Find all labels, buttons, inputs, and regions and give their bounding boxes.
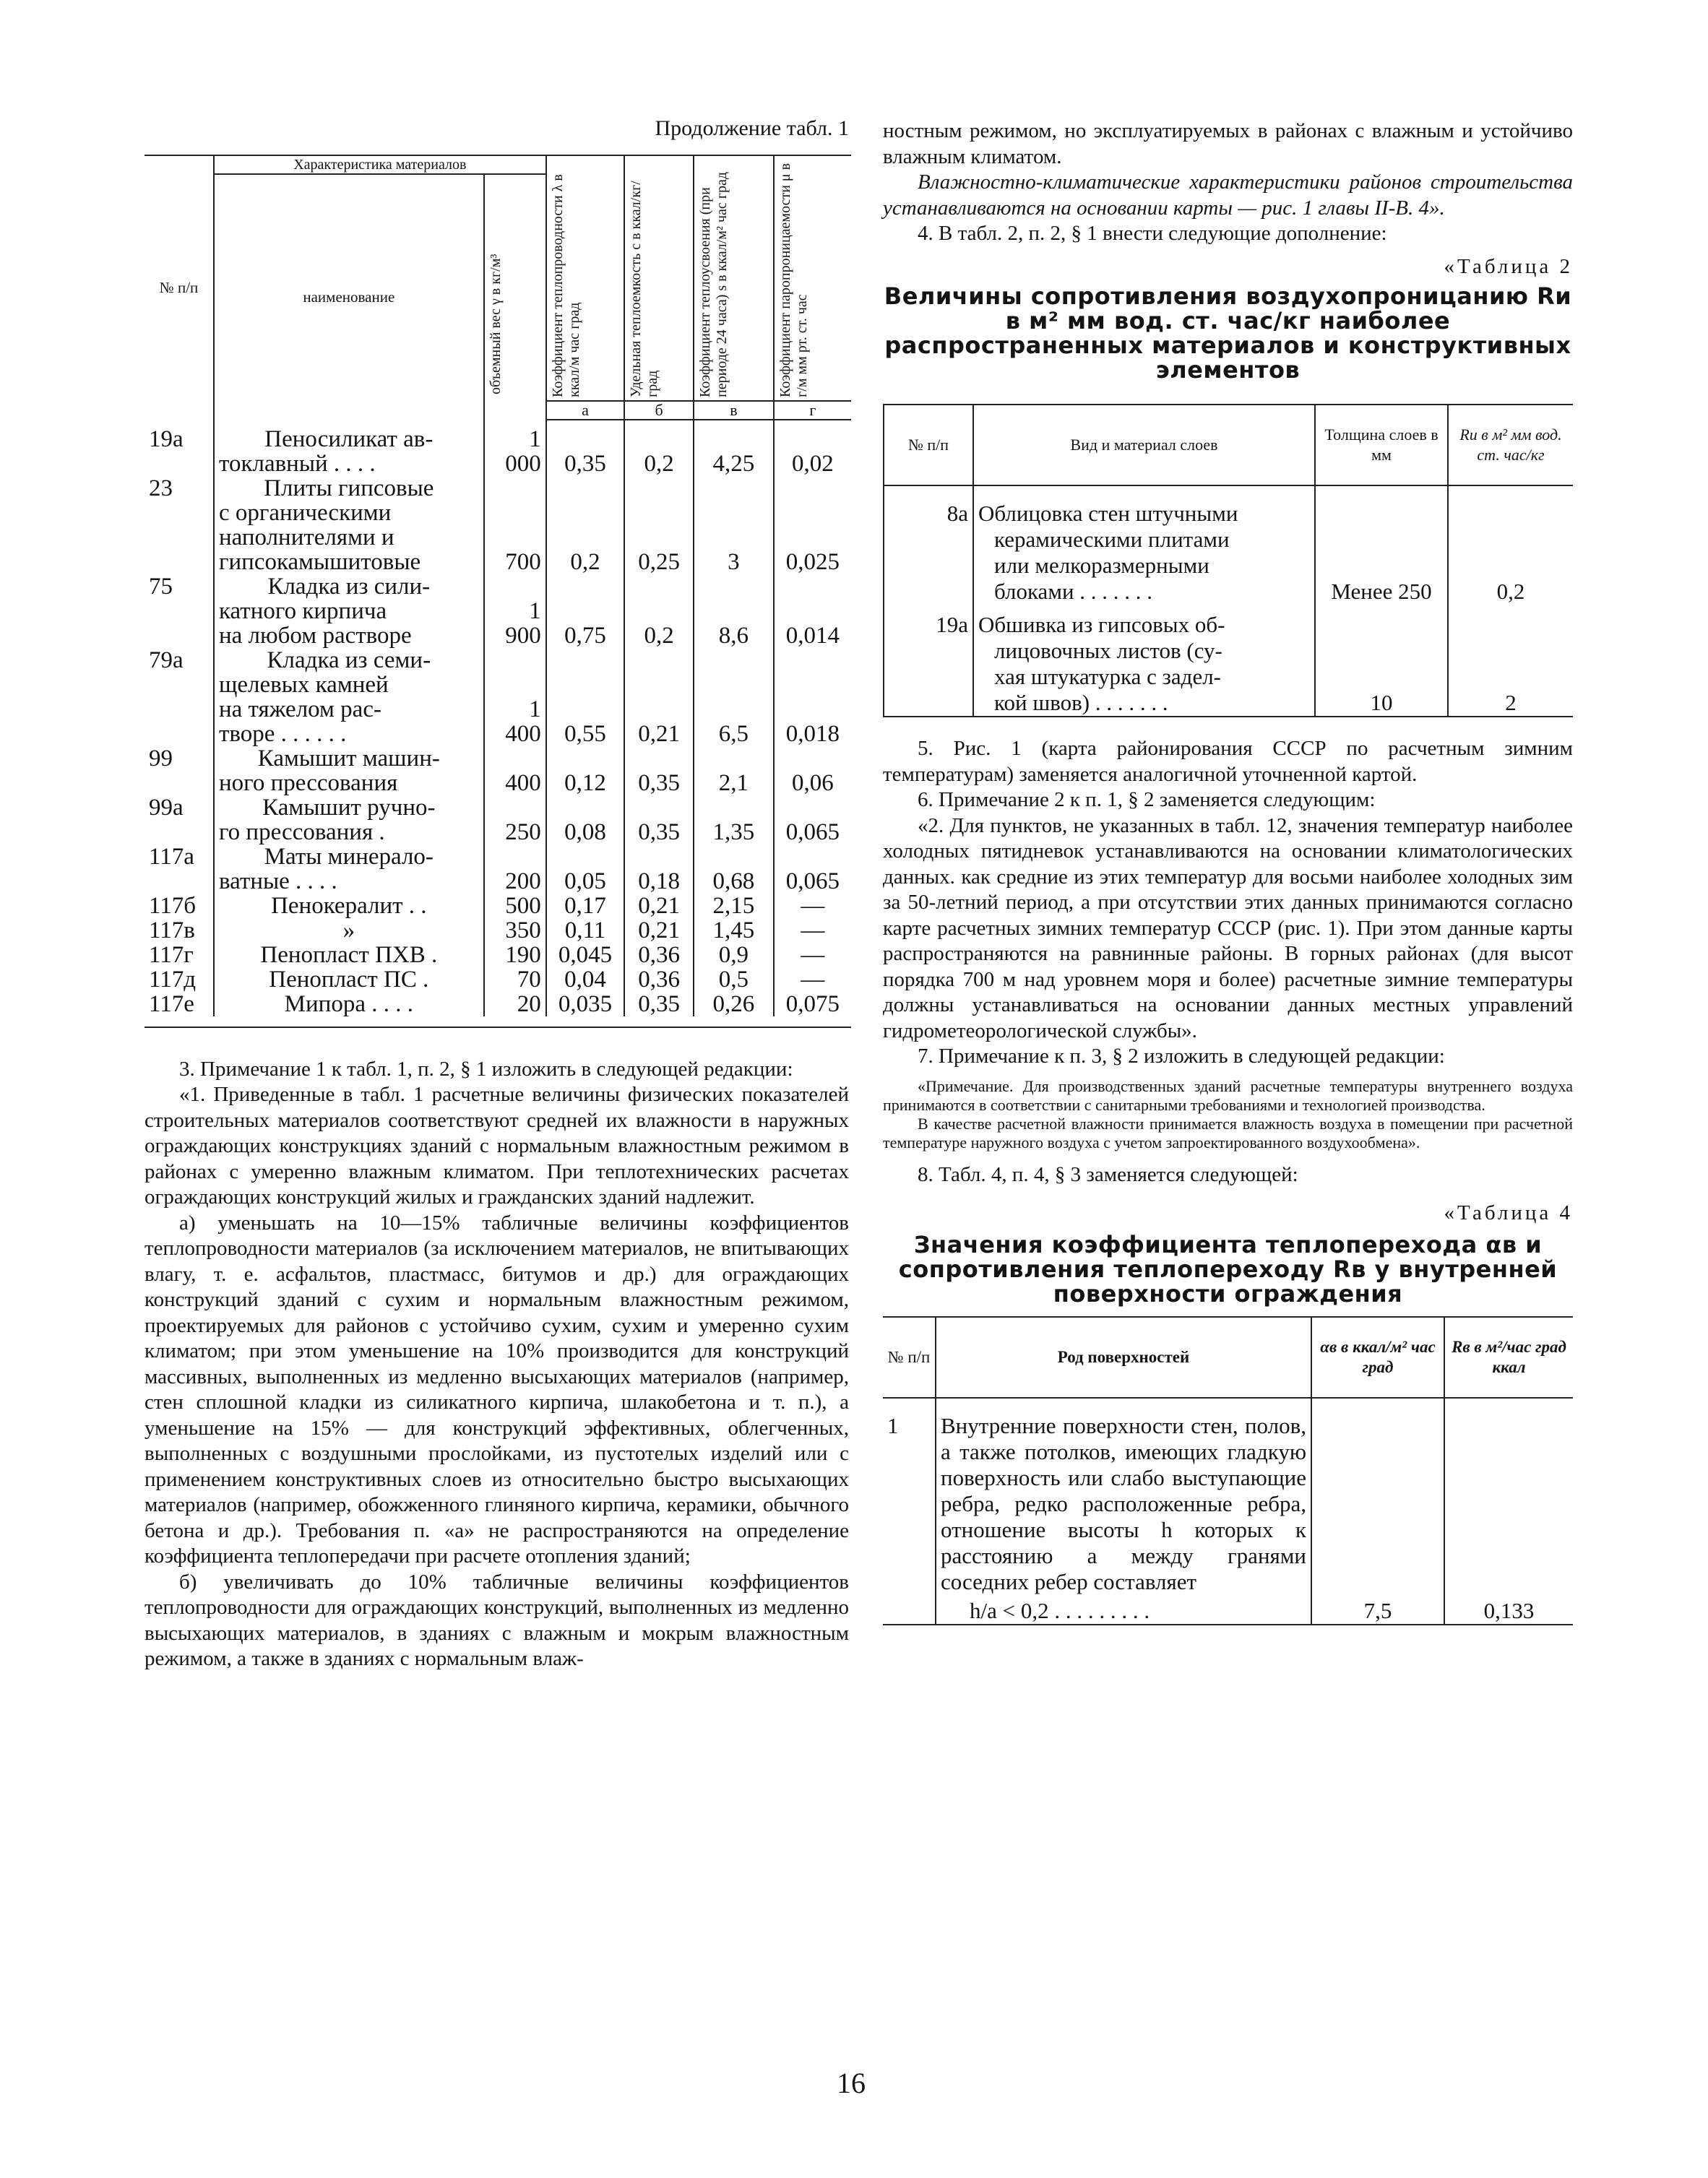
col-weight-header: объемный вес γ в кг/м³ — [487, 254, 504, 394]
col-v-header: Коэффициент теплоусвоения (при периоде 24 часа) s в ккал/м² час град — [697, 171, 730, 397]
note-1: «Примечание. Для производственных зданий расчетные температуры внутреннего воздуха принимаются в соответствии с санитарными требованиями и технологией производства. — [883, 1076, 1573, 1114]
table-4-label: «Таблица 4 — [1444, 1201, 1573, 1224]
row-number: 117г — [145, 943, 214, 967]
table-row — [145, 943, 851, 967]
row-number: 79а — [145, 648, 214, 746]
heat-capacity: 0,2 — [624, 574, 694, 648]
paragraph-3-note: «1. Приведенные в табл. 1 расчетные величины физических показателей строительных материалов соответствуют средней их влажности в наружных ограждающих конструкциях зданий с нормальным влажностным режимом в районах с умеренно влажным климатом. При теплотехнических расчетах ограждающих конструкций жилых и гражданских зданий надлежит. — [145, 1083, 849, 1209]
t2-col-thick: Толщина слоев в мм — [1315, 405, 1448, 485]
row-number: 19а — [145, 420, 214, 476]
row-number: 117в — [145, 918, 214, 943]
table-4-caption: Значения коэффициента теплоперехода αв и сопротивления теплопереходу Rв у внутренней поверхности ограждения — [898, 1230, 1558, 1308]
row-number: 75 — [145, 574, 214, 648]
air-resistance: 0,2 — [1496, 579, 1525, 604]
left-column — [145, 116, 849, 1672]
material-name-line: Пенокералит . . — [271, 892, 427, 919]
material-name-line: гипсокамышитовые — [218, 548, 421, 575]
row-number: 19а — [884, 605, 973, 716]
row-number: 117а — [145, 844, 214, 894]
material-name-line: » — [342, 917, 355, 943]
t2-col-kind: Вид и материал слоев — [973, 405, 1315, 485]
row-number: 99 — [145, 746, 214, 795]
material-name — [214, 476, 484, 574]
heat-absorption: 4,25 — [694, 420, 774, 476]
vapor-permeability: — — [801, 966, 825, 993]
t2-col-r: Rи в м² мм вод. ст. час/кг — [1448, 405, 1573, 485]
vapor-permeability: 0,02 — [791, 450, 834, 477]
t4-col-alpha: αв в ккал/м² час град — [1311, 1318, 1444, 1398]
table-row — [145, 894, 851, 918]
t4-row-r: 0,133 — [1483, 1597, 1535, 1623]
row-number: 99а — [145, 795, 214, 844]
sub-v: в — [694, 401, 774, 420]
table-2-label: «Таблица 2 — [1444, 254, 1573, 278]
layer-kind-line: блоками . . . . . . . — [994, 579, 1153, 604]
t4-col-num: № п/п — [883, 1318, 936, 1398]
air-resistance: 2 — [1505, 690, 1517, 715]
continuation-label: Продолжение табл. 1 — [655, 116, 849, 140]
material-name-line: токлавный . . . . — [218, 450, 376, 477]
t4-row-text: Внутренние поверхности стен, полов, а также потолков, имеющих гладкую поверхность или слабо выступающие ребра, редко расположенные ребра, отношение высоты h которых к расстоянию a между гранями соседних ребер составляет — [941, 1412, 1306, 1594]
col-num-header: № п/п — [145, 155, 214, 420]
table-row — [145, 574, 851, 648]
conductivity: 0,11 — [546, 918, 624, 943]
material-name-line: на любом растворе — [218, 622, 412, 649]
materials-table — [145, 155, 851, 1028]
material-name — [214, 795, 484, 844]
heat-absorption: 0,68 — [694, 844, 774, 894]
volume-weight: 250 — [484, 795, 546, 844]
table-row — [145, 476, 851, 574]
group-header: Характеристика материалов — [214, 155, 546, 174]
heat-absorption: 8,6 — [694, 574, 774, 648]
layer-kind-line: хая штукатурка с задел- — [994, 664, 1221, 689]
conductivity: 0,12 — [546, 746, 624, 795]
vapor-permeability: — — [801, 892, 825, 919]
vapor-permeability: — — [801, 917, 825, 943]
heat-capacity: 0,35 — [624, 746, 694, 795]
conductivity: 0,035 — [546, 992, 624, 1016]
heat-capacity: 0,36 — [624, 967, 694, 992]
page-number: 16 — [837, 2067, 866, 2099]
note-2: В качестве расчетной влажности принимается влажность воздуха в помещении при расчетной температуре наружного воздуха с учетом запроектированного воздухообмена». — [883, 1114, 1573, 1151]
table-row — [145, 746, 851, 795]
heat-capacity: 0,25 — [624, 476, 694, 574]
material-name-line: Пенопласт ПХВ . — [260, 941, 438, 968]
conductivity: 0,04 — [546, 967, 624, 992]
volume-weight: 1 000 — [484, 420, 546, 476]
vapor-permeability: 0,075 — [785, 990, 840, 1017]
heat-absorption: 1,45 — [694, 918, 774, 943]
material-name — [214, 967, 484, 992]
heat-absorption: 2,1 — [694, 746, 774, 795]
table-row — [145, 992, 851, 1016]
vapor-permeability: 0,018 — [785, 720, 840, 747]
material-name-line: Камышит машин- — [257, 745, 440, 772]
heat-absorption: 0,9 — [694, 943, 774, 967]
paragraph-7: 7. Примечание к п. 3, § 2 изложить в следующей редакции: — [918, 1045, 1445, 1068]
material-name — [214, 420, 484, 476]
material-name-line: Пеносиликат ав- — [264, 425, 434, 452]
layer-thickness: 10 — [1315, 605, 1448, 716]
table-row — [145, 967, 851, 992]
paragraph-continuation: ностным режимом, но эксплуатируемых в районах с влажным и устойчиво влажным климатом. — [883, 119, 1573, 168]
col-g-header: Коэффициент паропроницаемости μ в г/м мм рт. ст. час — [777, 163, 810, 397]
material-name — [214, 943, 484, 967]
material-name-line: Маты минерало- — [264, 843, 434, 870]
material-name — [214, 648, 484, 746]
vapor-permeability: 0,065 — [785, 818, 840, 845]
heat-transfer-table — [883, 1318, 1573, 1624]
volume-weight: 700 — [484, 476, 546, 574]
vapor-permeability: 0,014 — [785, 622, 840, 649]
paragraph-8: 8. Табл. 4, п. 4, § 3 заменяется следующей: — [918, 1162, 1298, 1186]
row-number: 117д — [145, 967, 214, 992]
material-name-line: с органическими — [218, 499, 392, 526]
paragraph-3-intro: 3. Примечание 1 к табл. 1, п. 2, § 1 изложить в следующей редакции: — [179, 1057, 793, 1081]
layer-kind-line: или мелкоразмерными — [994, 553, 1209, 578]
material-name-line: Кладка из сили- — [267, 573, 431, 600]
material-name-line: Плиты гипсовые — [264, 475, 434, 501]
paragraph-3-b: б) увеличивать до 10% табличные величины коэффициентов теплопроводности для ограждающих конструкций, выполненных из медленно высыхающих материалов, в зданиях с влажным и мокрым влажностным режимом, а также в зданиях с нормальным влаж- — [145, 1570, 849, 1670]
paragraph-6-text: «2. Для пунктов, не указанных в табл. 12, значения температур наиболее холодных пятидневок устанавливаются на основании климатологических данных. как средние из этих температур для восьми наиболее холодных зим за 50-летний период, а при отсутствии этих данных принимаются согласно карте расчетных зимних температур СССР (рис. 1). При этом данные карты распространяются на равнинные районы. В горных районах (для высот порядка 700 м над уровнем моря и более) расчетные зимние температуры должны устанавливаться на основании данных местных управлений гидрометеорологической службы». — [883, 813, 1573, 1042]
material-name — [214, 918, 484, 943]
paragraph-3-a: а) уменьшать на 10—15% табличные величины коэффициентов теплопроводности материалов (за исключением материалов, не впитывающих влагу, т. е. асфальтов, пластмасс, битумов и др.) для ограждающих конструкций зданий с сухим и нормальным влажностным режимом, проектируемых для районов с устойчиво сухим, сухим и умеренно сухим климатом; при этом уменьшение на 10% производится для конструкций массивных, выполненных из медленно высыхающих материалов (например, стен сплошной кладки из силикатного кирпича, шлакобетона и т. п.), а уменьшение на 15% — для конструкций эффективных, облегченных, выполненных с воздушными прослойками, из пустотелых изделий или с применением конструктивных слоев из относительно быстро высыхающих материалов (например, обожженного глиняного кирпича, керамики, обычного бетона и др.). Требования п. «а» не распространяются на определение коэффициента теплопередачи при расчете отопления зданий; — [145, 1211, 849, 1568]
heat-capacity: 0,35 — [624, 992, 694, 1016]
col-name-header: наименование — [214, 174, 484, 420]
vapor-permeability: 0,025 — [785, 548, 840, 575]
t4-row-alpha: 7,5 — [1311, 1398, 1444, 1624]
vapor-permeability: — — [801, 941, 825, 968]
heat-capacity: 0,35 — [624, 795, 694, 844]
material-name-line: Кладка из семи- — [267, 647, 431, 673]
table-row — [145, 844, 851, 894]
material-name — [214, 894, 484, 918]
vapor-permeability: 0,06 — [791, 769, 834, 796]
layer-kind-line: кой швов) . . . . . . . — [994, 690, 1168, 715]
conductivity: 0,35 — [546, 420, 624, 476]
conductivity: 0,75 — [546, 574, 624, 648]
heat-capacity: 0,21 — [624, 894, 694, 918]
conductivity: 0,045 — [546, 943, 624, 967]
volume-weight: 400 — [484, 746, 546, 795]
vapor-permeability: 0,065 — [785, 868, 840, 894]
material-name — [214, 844, 484, 894]
layer-thickness: Менее 250 — [1315, 485, 1448, 605]
paragraph-6-intro: 6. Примечание 2 к п. 1, § 2 заменяется следующим: — [918, 788, 1376, 811]
col-a-header: Коэффициент теплопроводности λ в ккал/м час град — [549, 173, 582, 397]
t2-col-num: № п/п — [884, 405, 973, 485]
air-permeability-table-body — [884, 485, 1573, 716]
material-name — [214, 574, 484, 648]
heat-capacity: 0,36 — [624, 943, 694, 967]
heat-capacity: 0,18 — [624, 844, 694, 894]
layer-kind-line: керамическими плитами — [994, 527, 1230, 552]
material-name-line: го прессования . — [218, 818, 385, 845]
t4-row-num: 1 — [883, 1398, 936, 1624]
volume-weight: 350 — [484, 918, 546, 943]
material-name-line: ного прессования — [218, 769, 398, 796]
table-row — [884, 485, 1573, 605]
heat-absorption: 2,15 — [694, 894, 774, 918]
volume-weight: 70 — [484, 967, 546, 992]
heat-absorption: 0,5 — [694, 967, 774, 992]
conductivity: 0,08 — [546, 795, 624, 844]
heat-capacity: 0,21 — [624, 648, 694, 746]
t4-col-kind: Род поверхностей — [936, 1318, 1311, 1398]
material-name-line: Пенопласт ПС . — [269, 966, 429, 993]
table-row — [145, 648, 851, 746]
material-name — [214, 746, 484, 795]
heat-capacity: 0,2 — [624, 420, 694, 476]
t4-row-formula: h/a < 0,2 . . . . . . . . . — [970, 1597, 1150, 1623]
material-name-line: Мипора . . . . — [284, 990, 413, 1017]
conductivity: 0,05 — [546, 844, 624, 894]
layer-kind-line: лицовочных листов (су- — [994, 638, 1222, 663]
volume-weight: 1 900 — [484, 574, 546, 648]
volume-weight: 1 400 — [484, 648, 546, 746]
volume-weight: 20 — [484, 992, 546, 1016]
material-name — [214, 992, 484, 1016]
sub-b: б — [624, 401, 694, 420]
layer-kind-line: Облицовка стен штучными — [978, 501, 1238, 526]
paragraph-climate: Влажностно-климатические характеристики районов строительства устанавливаются на основании карты — рис. 1 главы II-В. 4». — [883, 170, 1573, 220]
row-number: 23 — [145, 476, 214, 574]
layer-kind — [973, 485, 1315, 605]
layer-kind — [973, 605, 1315, 716]
table-row — [145, 918, 851, 943]
row-number: 117е — [145, 992, 214, 1016]
right-column — [883, 118, 1573, 1625]
material-name-line: наполнителями и — [218, 524, 394, 550]
table-row — [145, 795, 851, 844]
paragraph-4: 4. В табл. 2, п. 2, § 1 внести следующие дополнение: — [918, 222, 1387, 245]
materials-table-body — [145, 420, 851, 1027]
heat-absorption: 0,26 — [694, 992, 774, 1016]
volume-weight: 190 — [484, 943, 546, 967]
sub-g: г — [774, 401, 851, 420]
conductivity: 0,55 — [546, 648, 624, 746]
row-number: 8а — [884, 485, 973, 605]
heat-absorption: 6,5 — [694, 648, 774, 746]
table-row — [145, 420, 851, 476]
layer-kind-line: Обшивка из гипсовых об- — [978, 612, 1225, 637]
material-name-line: творе . . . . . . — [218, 720, 347, 747]
air-permeability-table — [883, 405, 1573, 716]
sub-a: а — [546, 401, 624, 420]
volume-weight: 500 — [484, 894, 546, 918]
paragraph-5: 5. Рис. 1 (карта районирования СССР по расчетным зимним температурам) заменяется аналогичной уточненной картой. — [883, 737, 1573, 786]
material-name-line: Камышит ручно- — [262, 794, 436, 821]
material-name-line: щелевых камней — [218, 671, 389, 698]
material-name-line: на тяжелом рас- — [218, 696, 381, 722]
volume-weight: 200 — [484, 844, 546, 894]
conductivity: 0,17 — [546, 894, 624, 918]
heat-capacity: 0,21 — [624, 918, 694, 943]
table-2-caption: Величины сопротивления воздухопроницанию Rи в м² мм вод. ст. час/кг наиболее распространенных материалов и конструктивных элементов — [884, 282, 1572, 384]
col-b-header: Удельная теплоемкость c в ккал/кг/град — [628, 180, 661, 397]
table-end-rule — [145, 1016, 851, 1027]
t4-col-r: Rв в м²/час град ккал — [1444, 1318, 1573, 1398]
heat-absorption: 1,35 — [694, 795, 774, 844]
row-number: 117б — [145, 894, 214, 918]
material-name-line: катного кирпича — [218, 597, 387, 624]
conductivity: 0,2 — [546, 476, 624, 574]
heat-absorption: 3 — [694, 476, 774, 574]
table-row — [884, 605, 1573, 716]
material-name-line: ватные . . . . — [218, 868, 337, 894]
